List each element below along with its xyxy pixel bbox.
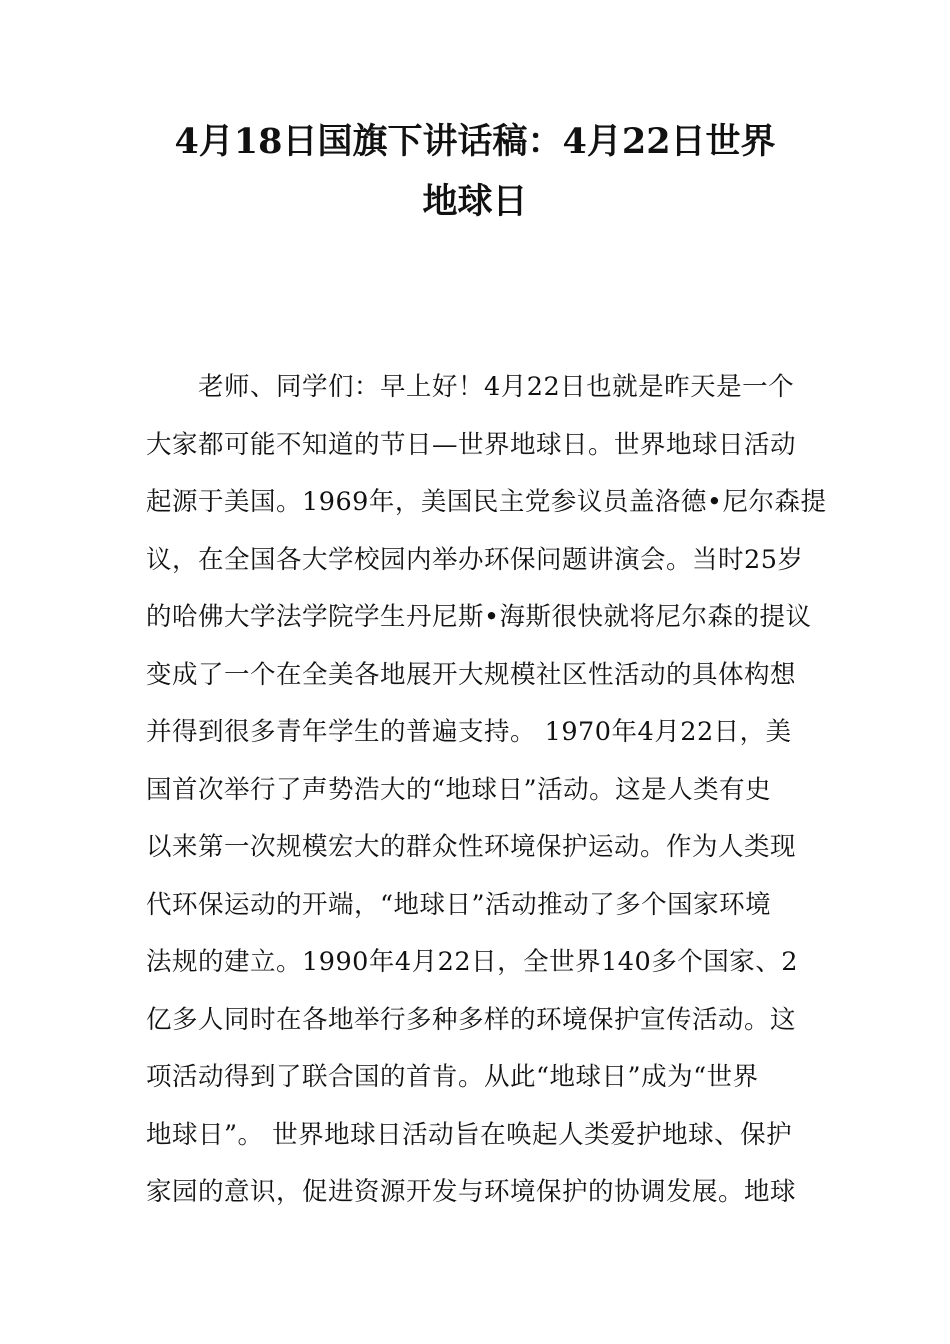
body-line: 的哈佛大学法学院学生丹尼斯•海斯很快就将尼尔森的提议 [146, 602, 812, 632]
body-line: 家园的意识，促进资源开发与环境保护的协调发展。地球 [146, 1177, 797, 1207]
body-line: 国首次举行了声势浩大的“地球日”活动。这是人类有史 [146, 774, 772, 805]
document-title [120, 112, 830, 232]
body-line: 法规的建立。1990年4月22日，全世界140多个国家、2 [146, 947, 798, 977]
body-line: 老师、同学们：早上好！4月22日也就是昨天是一个 [198, 372, 795, 402]
title-line: 4月18日国旗下讲话稿：4月22日世界 [174, 121, 776, 162]
body-line: 大家都可能不知道的节日—世界地球日。世界地球日活动 [146, 429, 797, 460]
body-line: 代环保运动的开端，“地球日”活动推动了多个国家环境 [146, 889, 772, 920]
body-line: 以来第一次规模宏大的群众性环境保护运动。作为人类现 [146, 832, 797, 862]
body-line: 变成了一个在全美各地展开大规模社区性活动的具体构想 [146, 659, 797, 690]
body-line: 地球日”。 世界地球日活动旨在唤起人类爱护地球、保护 [146, 1119, 793, 1150]
speech-body [146, 367, 827, 1230]
body-line: 亿多人同时在各地举行多种多样的环境保护宣传活动。这 [146, 1004, 797, 1035]
body-line: 项活动得到了联合国的首肯。从此“地球日”成为“世界 [146, 1062, 759, 1092]
title-line: 地球日 [422, 181, 528, 222]
body-line: 议，在全国各大学校园内举办环保问题讲演会。当时25岁 [146, 544, 804, 575]
body-line: 并得到很多青年学生的普遍支持。 1970年4月22日，美 [146, 717, 792, 747]
body-line: 起源于美国。1969年，美国民主党参议员盖洛德•尼尔森提 [146, 487, 827, 517]
